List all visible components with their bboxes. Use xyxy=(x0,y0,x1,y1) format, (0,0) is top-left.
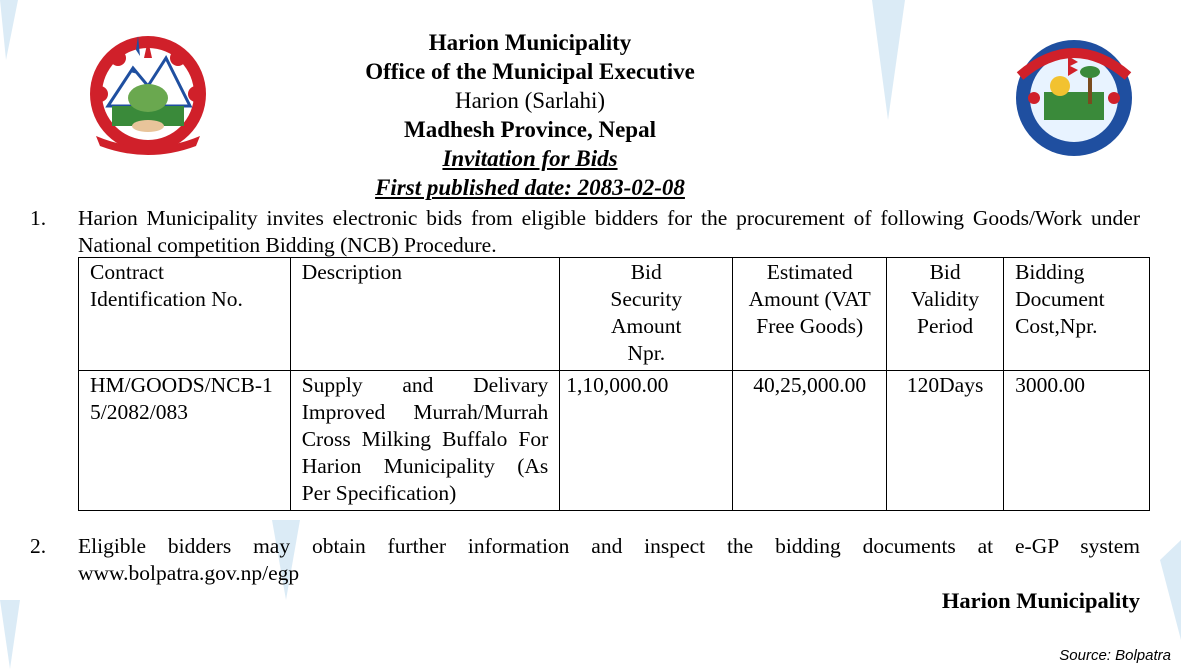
source-credit: Source: Bolpatra xyxy=(1059,647,1171,664)
paragraph-1 xyxy=(30,205,1140,259)
notice-title: Invitation for Bids xyxy=(442,146,618,171)
cell-bid-security: 1,10,000.00 xyxy=(560,371,733,511)
header-contract-id: Contract Identification No. xyxy=(79,258,291,371)
header-description: Description xyxy=(290,258,560,371)
paragraph-2 xyxy=(30,533,1140,587)
header-bid-security: Bid Security Amount Npr. xyxy=(560,258,733,371)
header-estimated-amount: Estimated Amount (VAT Free Goods) xyxy=(733,258,887,371)
municipality-name: Harion Municipality xyxy=(428,30,632,55)
paragraph-number: 1. xyxy=(30,206,47,230)
cell-doc-cost: 3000.00 xyxy=(1004,371,1150,511)
office-name: Office of the Municipal Executive xyxy=(365,59,695,84)
paragraph-text: Eligible bidders may obtain further information and inspect the bidding documents at e-GP system www.bolpatra.gov.np/egp xyxy=(78,534,1140,585)
notice-header xyxy=(330,28,730,202)
published-date: First published date: 2083-02-08 xyxy=(375,175,685,200)
paragraph-number: 2. xyxy=(30,534,47,558)
table-row xyxy=(79,371,1150,511)
cell-description: Supply and Delivary Improved Murrah/Murrah Cross Milking Buffalo For Harion Municipality (As Per Specification) xyxy=(290,371,560,511)
nepal-emblem-icon xyxy=(78,28,218,160)
paragraph-text: Harion Municipality invites electronic bids from eligible bidders for the procurement of following Goods/Work under National competition Bidding (NCB) Procedure. xyxy=(78,206,1140,257)
cell-contract-id: HM/GOODS/NCB-15/2082/083 xyxy=(79,371,291,511)
harion-municipality-logo-icon xyxy=(1004,36,1144,158)
province: Madhesh Province, Nepal xyxy=(404,117,656,142)
header-validity: Bid Validity Period xyxy=(887,258,1004,371)
cell-validity: 120Days xyxy=(887,371,1004,511)
signatory: Harion Municipality xyxy=(941,588,1140,613)
header-doc-cost: Bidding Document Cost,Npr. xyxy=(1004,258,1150,371)
table-header-row xyxy=(79,258,1150,371)
location: Harion (Sarlahi) xyxy=(454,88,606,113)
cell-estimated-amount: 40,25,000.00 xyxy=(733,371,887,511)
bids-table xyxy=(78,257,1150,511)
